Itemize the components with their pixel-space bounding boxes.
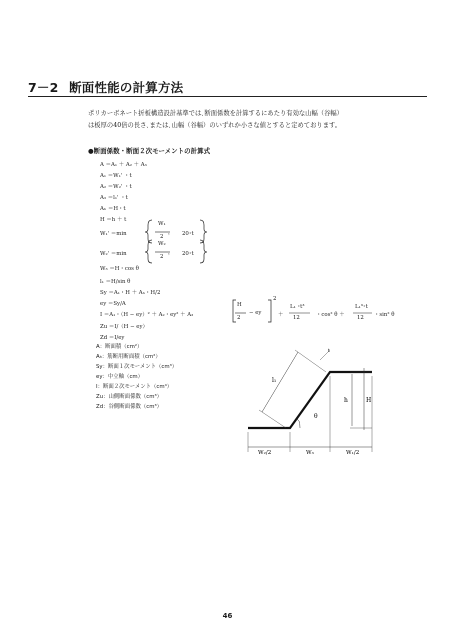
formula-W1p-prefix: W₁' ＝min	[100, 231, 127, 237]
formula-H: H ＝h ＋ t	[100, 217, 127, 223]
formula-I-den1: 2	[237, 315, 241, 321]
label-t: t	[328, 348, 331, 354]
intro-line-1: ポリカーボネート折板構造設計基準では､断面係数を計算するにあたり有効な山幅（谷幅）	[88, 110, 343, 117]
formula-Sy: Sy ＝A₁・H ＋ Aₕ・H/2	[100, 290, 161, 296]
page-number: 46	[222, 612, 233, 620]
theta-arc	[296, 420, 300, 428]
section-number: 7－2	[28, 80, 59, 95]
formula-W1-alt: 20･t	[182, 231, 194, 237]
formula-I-prefix: I ＝A₁・（H − ey）² ＋ A₂・ey² ＋ A₃	[100, 312, 194, 318]
label-theta: θ	[314, 413, 318, 420]
formula-W3: W₃ ＝H・cos θ	[100, 266, 139, 272]
formula-subheading: ●断面係数・断面２次モーメントの計算式	[88, 147, 211, 155]
legend-item: A：断面積（cm²）	[96, 344, 143, 350]
formula-Ah: Aₕ ＝H・t	[100, 206, 126, 212]
l1-dimension-line	[262, 352, 298, 412]
formula-W1-num: W₁	[158, 221, 166, 227]
legend-item: I：断面２次モーメント（cm⁴）	[96, 384, 173, 390]
formula-I-minus-ey: − ey	[249, 310, 262, 316]
formula-W1-den: 2	[160, 234, 164, 240]
formula-I-cos: ・cos² θ ＋	[316, 312, 345, 318]
label-l1: l₁	[272, 377, 277, 384]
formula-I-den3: 12	[357, 315, 364, 321]
formula-I-exp: 2	[273, 296, 277, 302]
formula-Zu: Zu ＝I/（H − ey）	[100, 324, 148, 330]
formula-I-sin: ・sin² θ	[374, 312, 395, 318]
legend-item: Zu：山側断面係数（cm³）	[96, 394, 163, 400]
formula-I-L1: L₁³･t	[355, 304, 368, 310]
legend-item: Aₕ：筋断用断面積（cm²）	[96, 354, 161, 360]
intro-line-2: は板厚の40倍の長さ､または､山幅（谷幅）のいずれか小さな値とすると定めております。	[88, 121, 342, 129]
formula-I-plus: ＋	[278, 312, 284, 318]
legend-item: ey：中立軸（cm）	[96, 374, 144, 380]
formula-W1-comma: ，	[168, 230, 174, 236]
formula-W2-num: W₂	[158, 241, 166, 247]
formula-I-H: H	[237, 302, 242, 308]
formula-W2-den: 2	[160, 254, 164, 260]
label-w1-half: W₁/2	[346, 450, 360, 456]
formula-ey: ey ＝Sy/A	[100, 301, 126, 307]
label-w2-half: W₂/2	[258, 450, 272, 456]
formula-A2: A₂ ＝W₂' ・t	[100, 184, 132, 190]
l1-ext-high	[295, 350, 326, 372]
formula-W2p-prefix: W₂' ＝min	[100, 251, 127, 257]
formula-A: A ＝A₁ ＋ A₂ ＋ A₃	[100, 162, 147, 168]
formula-I-L1t: L₁ ･t³	[290, 304, 305, 310]
formula-Zd: Zd ＝I/ey	[100, 335, 125, 341]
label-h: h	[344, 397, 348, 404]
label-H: H	[366, 397, 372, 404]
section-title-text: 断面性能の計算方法	[69, 80, 184, 95]
formula-W2-alt: 20･t	[182, 251, 194, 257]
formula-l1: l₁ ＝H/sin θ	[100, 279, 131, 285]
formula-A3: A₃ ＝l₁' ・t	[100, 195, 128, 201]
formula-I-den2: 12	[293, 315, 300, 321]
l1-ext-low	[259, 410, 286, 428]
formula-W2-comma: ，	[168, 250, 174, 256]
label-w3: W₃	[306, 450, 314, 456]
formula-A1: A₁ ＝W₁' ・t	[100, 173, 132, 179]
profile-outline	[248, 372, 372, 428]
legend-item: Zd：谷側断面係数（cm³）	[96, 404, 163, 410]
legend-item: Sy：断面１次モーメント（cm³）	[96, 364, 178, 370]
